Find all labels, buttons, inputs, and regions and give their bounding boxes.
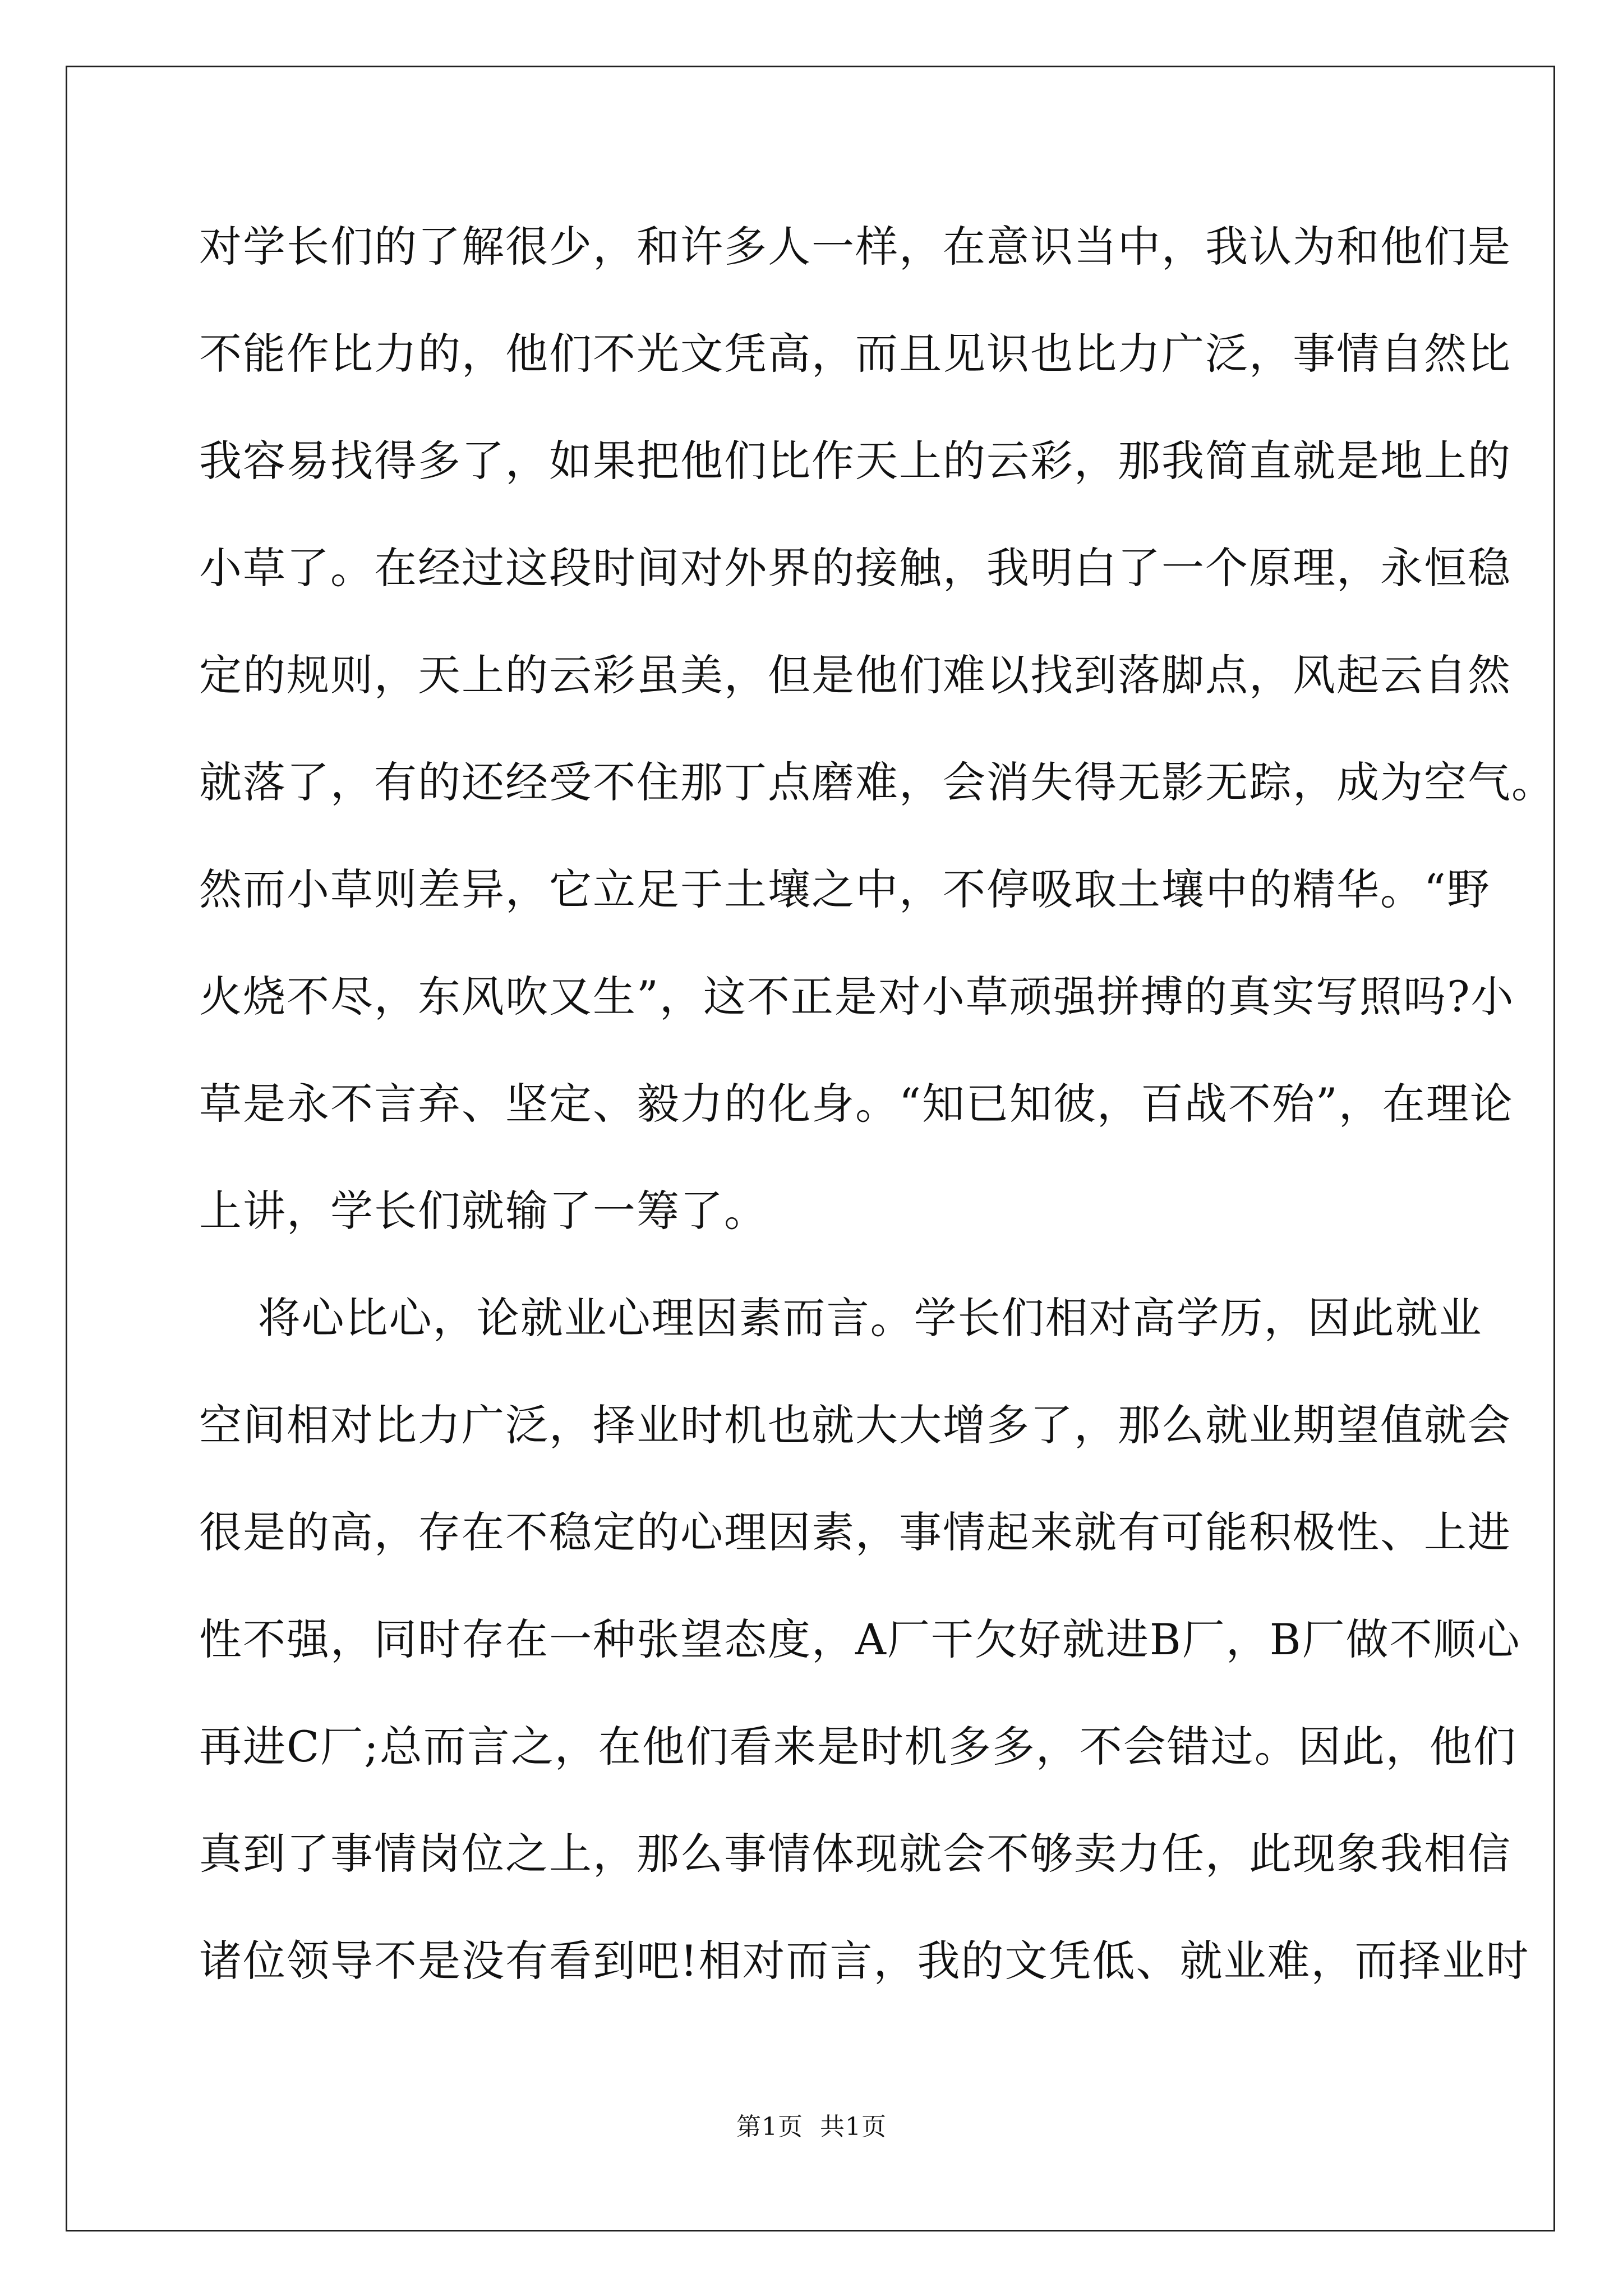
- text-line: 很是的高，存在不稳定的心理因素，事情起来就有可能积极性、上进: [199, 1507, 1511, 1557]
- text-line: 诸位领导不是没有看到吧!相对而言，我的文凭低、就业难，而择业时: [199, 1936, 1530, 1986]
- document-body: [199, 213, 1555, 2035]
- text-line: 然而小草则差异，它立足于土壤之中，不停吸取土壤中的精华。“野: [199, 864, 1491, 914]
- text-line: 空间相对比力广泛，择业时机也就大大增多了，那么就业期望值就会: [199, 1400, 1511, 1450]
- text-line: 火烧不尽，东风吹又生”，这不正是对小草顽强拼搏的真实写照吗?小: [199, 972, 1515, 1022]
- text-line: 再进C厂;总而言之，在他们看来是时机多多，不会错过。因此，他们: [199, 1722, 1517, 1772]
- text-line: 就落了，有的还经受不住那丁点磨难，会消失得无影无踪，成为空气。: [199, 757, 1555, 807]
- text-line: 上讲，学长们就输了一筹了。: [199, 1186, 768, 1236]
- text-line: 定的规则，天上的云彩虽美，但是他们难以找到落脚点，风起云自然: [199, 650, 1511, 700]
- text-line: 不能作比力的，他们不光文凭高，而且见识也比力广泛，事情自然比: [199, 329, 1511, 379]
- text-line: 对学长们的了解很少，和许多人一样，在意识当中，我认为和他们是: [199, 222, 1511, 272]
- text-line: 小草了。在经过这段时间对外界的接触，我明白了一个原理，永恒稳: [199, 543, 1511, 593]
- text-line: 性不强，同时存在一种张望态度，A厂干欠好就进B厂，B厂做不顺心: [199, 1614, 1521, 1664]
- text-line: 我容易找得多了，如果把他们比作天上的云彩，那我简直就是地上的: [199, 436, 1511, 486]
- text-line: 真到了事情岗位之上，那么事情体现就会不够卖力任，此现象我相信: [199, 1829, 1511, 1879]
- page-number-footer: 第1页 共1页: [736, 2113, 887, 2141]
- paragraph-first-line: 将心比心，论就业心理因素而言。学长们相对高学历，因此就业: [199, 1293, 1483, 1343]
- text-line: 草是永不言弃、坚定、毅力的化身。“知已知彼，百战不殆”，在理论: [199, 1079, 1514, 1129]
